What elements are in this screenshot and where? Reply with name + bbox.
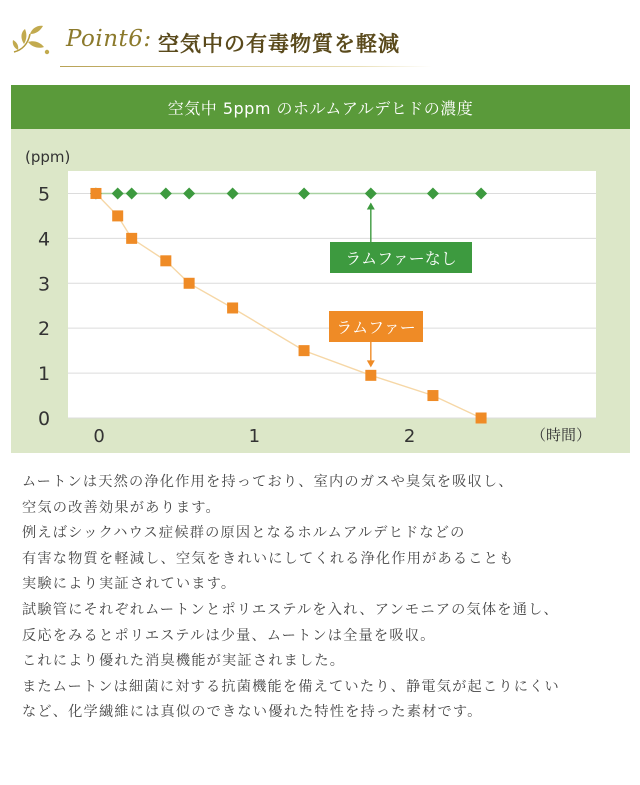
data-point-square: [126, 233, 137, 244]
annotation-label-with: ラムファー: [336, 318, 416, 337]
body-line: これにより優れた消臭機能が実証されました。: [22, 653, 346, 670]
formaldehyde-chart: [11, 85, 630, 453]
data-point-square: [112, 210, 123, 221]
data-point-square: [476, 413, 487, 424]
heading-underline: [60, 66, 432, 67]
plot-area: [68, 171, 596, 418]
y-tick-label: 4: [37, 228, 51, 251]
y-tick-label: 5: [37, 183, 51, 206]
body-line: など、化学繊維には真似のできない優れた特性を持った素材です。: [22, 704, 483, 721]
section-heading: [0, 0, 640, 72]
body-line: 試験管にそれぞれムートンとポリエステルを入れ、アンモニアの気体を通し、: [22, 601, 559, 618]
description-text: [22, 470, 632, 726]
data-point-square: [160, 255, 171, 266]
leaf-ornament-icon: [10, 22, 54, 60]
data-point-square: [427, 390, 438, 401]
page-title: 空気中の有毒物質を軽減: [158, 31, 400, 56]
x-tick-label: 0: [93, 426, 105, 447]
body-line: ムートンは天然の浄化作用を持っており、室内のガスや臭気を吸収し、: [22, 474, 514, 490]
body-line: 例えばシックハウス症候群の原因となるホルムアルデヒドなどの: [22, 525, 466, 542]
data-point-square: [365, 370, 376, 381]
y-axis-label: (ppm): [25, 148, 71, 166]
y-tick-label: 3: [37, 273, 51, 296]
annotation-label-without: ラムファーなし: [345, 249, 457, 268]
data-point-square: [227, 302, 238, 313]
x-axis-label: （時間）: [531, 426, 592, 444]
x-tick-label: 1: [248, 426, 261, 447]
y-tick-label: 0: [37, 408, 51, 430]
body-line: またムートンは細菌に対する抗菌機能を備えていたり、静電気が起こりにくい: [22, 678, 560, 695]
chart-title: 空気中 5ppm のホルムアルデヒドの濃度: [11, 85, 630, 129]
body-line: 有害な物質を軽減し、空気をきれいにしてくれる浄化作用があることも: [22, 550, 515, 567]
data-point-square: [299, 345, 310, 356]
body-line: 実験により実証されています。: [22, 576, 237, 593]
y-tick-label: 1: [37, 363, 51, 386]
data-point-square: [184, 278, 195, 289]
y-tick-label: 2: [37, 318, 51, 341]
body-line: 反応をみるとポリエステルは少量、ムートンは全量を吸収。: [22, 627, 436, 644]
chart-panel: [11, 85, 630, 453]
x-tick-label: 2: [403, 426, 416, 447]
data-point-square: [90, 188, 101, 199]
body-line: 空気の改善効果があります。: [22, 499, 221, 516]
point-number: Point6:: [66, 26, 152, 52]
